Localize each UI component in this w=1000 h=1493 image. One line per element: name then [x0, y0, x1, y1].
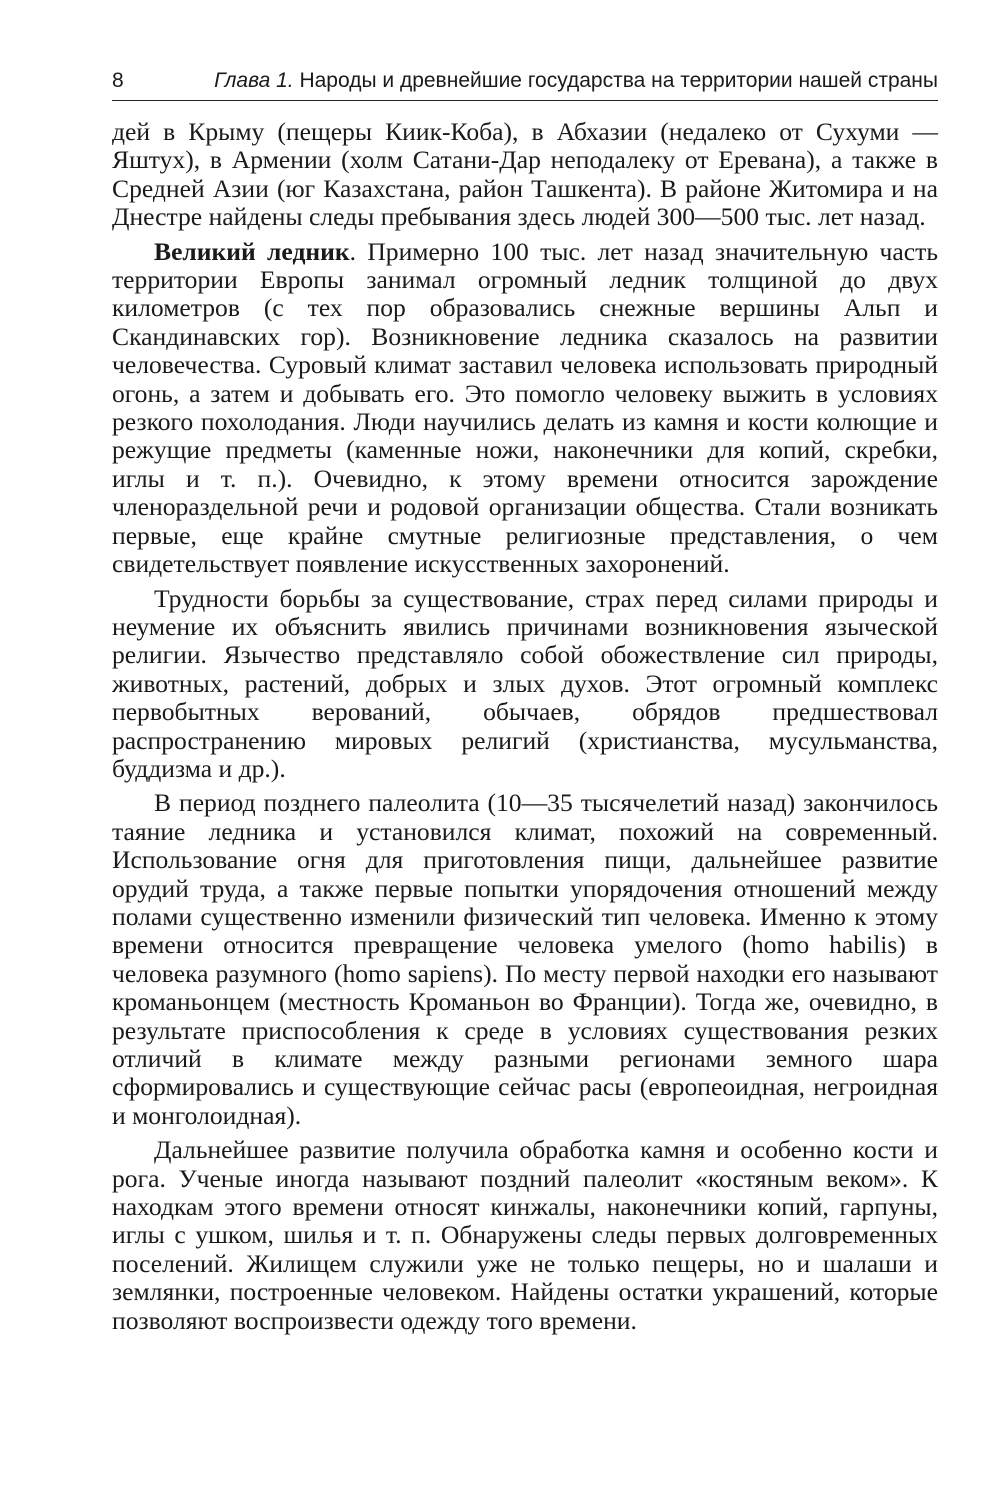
paragraph-continued: дей в Крыму (пещеры Киик-Коба), в Абхазии (недалеко от Сухуми — Яштух), в Армении (холм Сатани-Дар неподалеку от Еревана), а также в Средней Азии (юг Казахстана, район Ташкента). В районе Житомира и на Днестре найдены следы пребывания здесь людей 300—500 тыс. лет назад.	[112, 117, 938, 232]
paragraph-great-glacier	[112, 238, 938, 579]
paragraph-bone-age: Дальнейшее развитие получила обработка камня и особенно кости и рога. Ученые иногда называют поздний палеолит «костяным веком». К находкам этого времени относят кинжалы, наконечники копий, гарпуны, иглы с ушком, шилья и т. п. Обнаружены следы первых долговременных поселений. Жилищем служили уже не только пещеры, но и шалаши и землянки, построенные человеком. Найдены остатки украшений, которые позволяют воспроизвести одежду того времени.	[112, 1135, 938, 1335]
paragraph-late-paleolithic: В период позднего палеолита (10—35 тысячелетий назад) закончилось таяние ледника и установился климат, похожий на современный. Использование огня для приготовления пищи, дальнейшее развитие орудий труда, а также первые попытки упорядочения отношений между полами существенно изменили физический тип человека. Именно к этому времени относится превращение человека умелого (homo habilis) в человека разумного (homo sapiens). По месту первой находки его называют кроманьонцем (местность Кроманьон во Франции). Тогда же, очевидно, в результате приспособления к среде в условиях существования резких отличий в климате между разными регионами земного шара сформировались и существующие сейчас расы (европеоидная, негроидная и монголоидная).	[112, 788, 938, 1130]
paragraph-text: . Примерно 100 тыс. лет назад значительную часть территории Европы занимал огромный ледник толщиной до двух километров (с тех пор образовались снежные вершины Альп и Скандинавских гор). Возникновение ледника сказалось на развитии человечества. Суровый климат заставил человека использовать природный огонь, а затем и добывать его. Это помогло человеку выжить в условиях резкого похолодания. Люди научились делать из камня и кости колющие и режущие предметы (каменные ножи, наконечники для копий, скребки, иглы и т. п.). Очевидно, к этому времени относится зарождение членораздельной речи и родовой организации общества. Стали возникать первые, еще крайне смутные религиозные представления, о чем свидетельствует появление искусственных захоронений.	[112, 236, 938, 579]
chapter-title	[214, 68, 938, 94]
body-text	[112, 118, 938, 1335]
running-head	[112, 64, 938, 101]
chapter-title-text: Народы и древнейшие государства на территории нашей страны	[293, 69, 938, 92]
section-heading-great-glacier: Великий ледник	[154, 236, 350, 266]
chapter-label: Глава 1.	[214, 69, 294, 92]
paragraph-paganism: Трудности борьбы за существование, страх перед силами природы и неумение их объяснить явились причинами возникновения языческой религии. Язычество представляло собой обожествление сил природы, животных, растений, добрых и злых духов. Этот огромный комплекс первобытных верований, обычаев, обрядов предшествовал распространению мировых религий (христианства, мусульманства, буддизма и др.).	[112, 583, 938, 783]
page-number: 8	[112, 69, 124, 92]
